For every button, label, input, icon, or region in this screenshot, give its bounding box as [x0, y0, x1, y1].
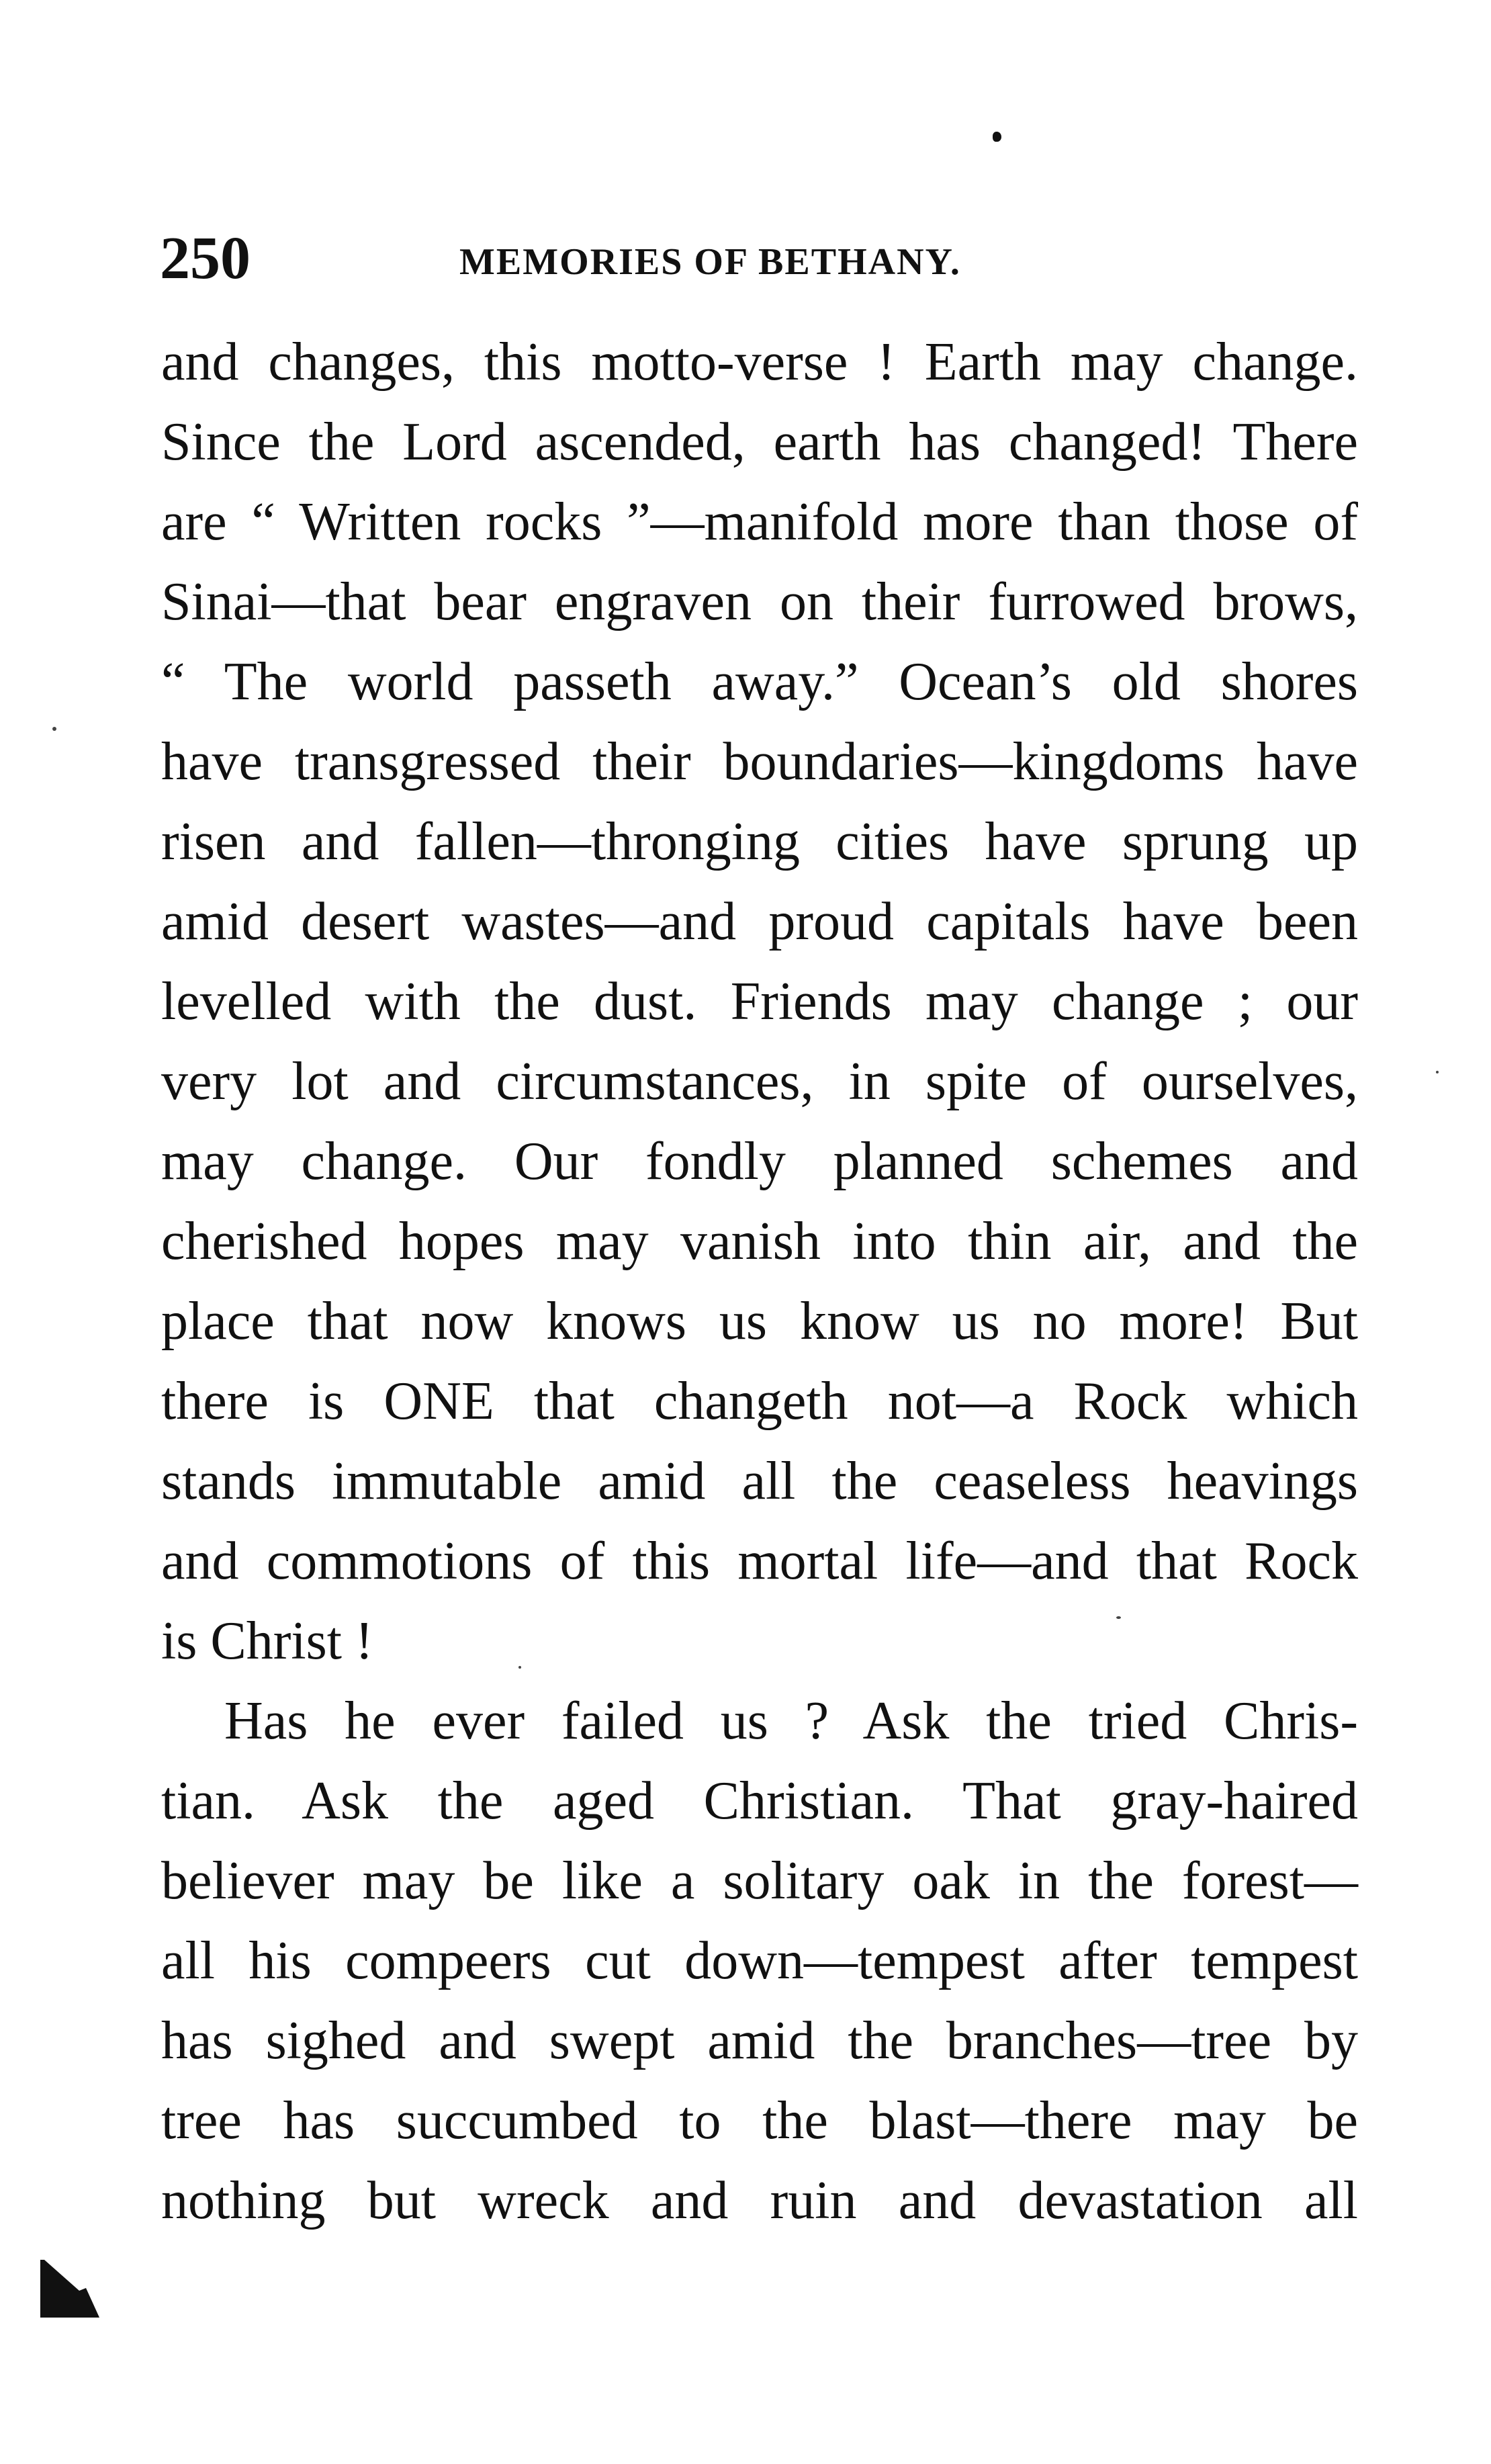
text-line: and changes, this motto-verse ! Earth may change. — [161, 333, 1358, 392]
text-line: levelled with the dust. Friends may change ; our — [161, 972, 1358, 1031]
text-line: tian. Ask the aged Christian. That gray-haired — [161, 1771, 1358, 1831]
text-line: Sinai—that bear engraven on their furrowed brows, — [161, 572, 1358, 631]
page-header — [160, 225, 1355, 292]
text-line: Has he ever failed us ? Ask the tried Chris- — [224, 1691, 1358, 1751]
text-line: and commotions of this mortal life—and that Rock — [161, 1532, 1358, 1591]
text-line: nothing but wreck and ruin and devastation all — [161, 2171, 1358, 2230]
text-line: Since the Lord ascended, earth has changed! There — [161, 412, 1358, 472]
text-line: place that now knows us know us no more! But — [161, 1292, 1358, 1351]
page-number: 250 — [160, 225, 251, 292]
text-line: cherished hopes may vanish into thin air, and the — [161, 1212, 1358, 1271]
text-line: stands immutable amid all the ceaseless heavings — [161, 1452, 1358, 1511]
paragraph — [161, 322, 1358, 1681]
text-line: very lot and circumstances, in spite of ourselves, — [161, 1052, 1358, 1111]
text-line: tree has succumbed to the blast—there may be — [161, 2091, 1358, 2150]
ink-dot — [52, 727, 56, 731]
paragraph — [161, 1681, 1358, 2241]
corner-triangle-icon — [39, 2258, 101, 2319]
text-line: all his compeers cut down—tempest after tempest — [161, 1931, 1358, 1990]
text-line: may change. Our fondly planned schemes and — [161, 1132, 1358, 1191]
text-line: are “ Written rocks ”—manifold more than those of — [161, 492, 1358, 552]
text-line: “ The world passeth away.” Ocean’s old shores — [161, 652, 1358, 711]
text-line: believer may be like a solitary oak in the forest— — [161, 1851, 1358, 1910]
text-line: is Christ ! — [161, 1612, 373, 1671]
text-line: amid desert wastes—and proud capitals have been — [161, 892, 1358, 951]
text-line: has sighed and swept amid the branches—tree by — [161, 2011, 1358, 2070]
text-line: there is ONE that changeth not—a Rock which — [161, 1372, 1358, 1431]
text-line: have transgressed their boundaries—kingdoms have — [161, 732, 1358, 791]
body-text — [161, 322, 1358, 2241]
ink-dot — [1436, 1071, 1439, 1073]
ink-speck-icon — [993, 132, 1001, 142]
text-line: risen and fallen—thronging cities have sprung up — [161, 812, 1358, 871]
running-head: MEMORIES OF BETHANY. — [459, 241, 961, 283]
